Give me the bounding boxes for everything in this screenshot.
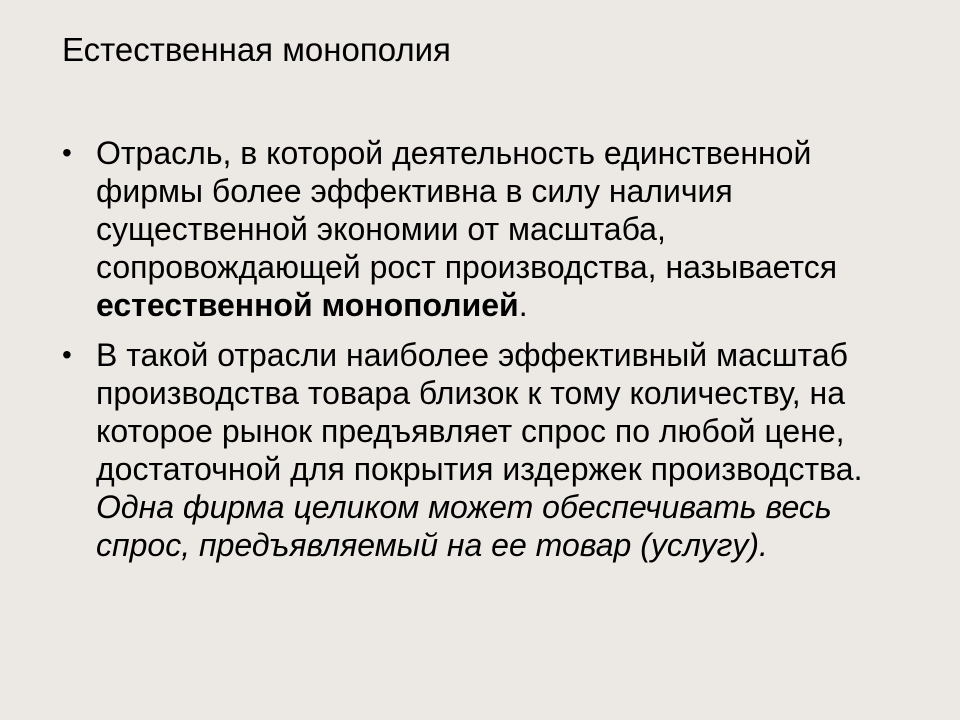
bullet-mark: • <box>62 137 72 168</box>
bullet-item-explanation <box>62 336 896 564</box>
explanation-text: В такой отрасли наиболее эффективный масштаб производства товара близок к тому количеству, на которое рынок предъявляет спрос по любой цене, достаточной для покрытия издержек производства. <box>96 337 863 487</box>
explanation-italic: Одна фирма целиком может обеспечивать весь спрос, предъявляемый на ее товар (услугу). <box>96 489 832 563</box>
bullet-item-definition <box>62 134 896 324</box>
definition-end: . <box>518 287 528 323</box>
slide-title: Естественная монополия <box>62 31 451 68</box>
bullet-list <box>62 134 920 564</box>
bullet-mark: • <box>62 339 72 370</box>
definition-term: естественной монополией <box>96 287 519 323</box>
definition-text: Отрасль, в которой деятельность единственной фирмы более эффективна в силу наличия существенной экономии от масштаба, сопровождающей рост производства, называется <box>96 135 838 285</box>
